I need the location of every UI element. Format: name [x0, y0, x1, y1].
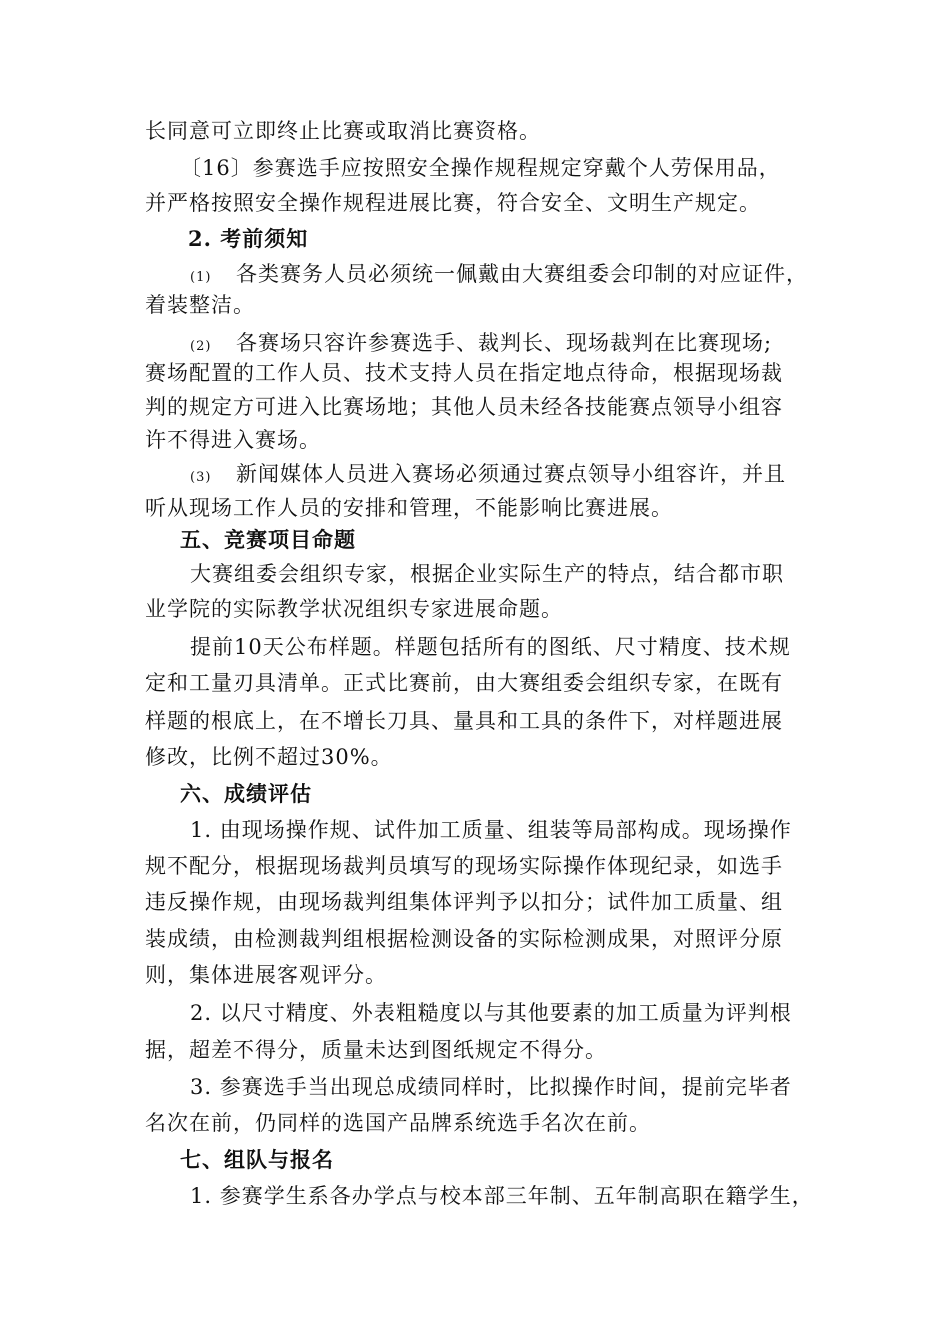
list-item [190, 328, 772, 362]
text-line: 听从现场工作人员的安排和管理，不能影响比赛进展。 [145, 496, 673, 520]
text-line: 各类赛务人员必须统一佩戴由大赛组委会印制的对应证件， [236, 262, 808, 286]
list-item [190, 259, 808, 293]
text-line: 1. 参赛学生系各办学点与校本部三年制、五年制高职在籍学生， [190, 1184, 814, 1208]
text-line: 新闻媒体人员进入赛场必须通过赛点领导小组容许，并且 [236, 462, 786, 486]
text-line: 长同意可立即终止比赛或取消比赛资格。 [145, 119, 541, 143]
text-line: 样题的根底上，在不增长刀具、量具和工具的条件下，对样题进展 [145, 709, 783, 733]
text-line: 赛场配置的工作人员、技术支持人员在指定地点待命，根据现场裁 [145, 361, 783, 385]
text-line: 1. 由现场操作规、试件加工质量、组装等局部构成。现场操作 [190, 818, 792, 842]
section-heading: 七、组队与报名 [180, 1147, 334, 1172]
list-marker: (1) [190, 270, 212, 285]
text-line: 各赛场只容许参赛选手、裁判长、现场裁判在比赛现场; [236, 331, 773, 355]
text-line: 着装整洁。 [145, 293, 255, 317]
text-line: 〔16〕参赛选手应按照安全操作规程规定穿戴个人劳保用品， [180, 156, 781, 180]
text-line: 规不配分，根据现场裁判员填写的现场实际操作体现纪录，如选手 [145, 854, 783, 878]
text-line: 提前10天公布样题。样题包括所有的图纸、尺寸精度、技术规 [190, 635, 791, 659]
text-line: 判的规定方可进入比赛场地；其他人员未经各技能赛点领导小组容 [145, 395, 783, 419]
text-line: 据，超差不得分，质量未达到图纸规定不得分。 [145, 1038, 607, 1062]
text-line: 修改，比例不超过30%。 [145, 745, 393, 769]
text-line: 则，集体进展客观评分。 [145, 963, 387, 987]
section-heading: 六、成绩评估 [180, 781, 312, 806]
section-heading: 2. 考前须知 [188, 226, 309, 251]
text-line: 3. 参赛选手当出现总成绩同样时，比拟操作时间，提前完毕者 [190, 1075, 792, 1099]
text-line: 并严格按照安全操作规程进展比赛，符合安全、文明生产规定。 [145, 191, 761, 215]
text-line: 业学院的实际教学状况组织专家进展命题。 [145, 597, 563, 621]
text-line: 许不得进入赛场。 [145, 428, 321, 452]
section-heading: 五、竞赛项目命题 [180, 527, 356, 552]
text-line: 定和工量刃具清单。正式比赛前，由大赛组委会组织专家，在既有 [145, 671, 783, 695]
text-line: 大赛组委会组织专家，根据企业实际生产的特点，结合都市职 [190, 562, 784, 586]
text-line: 装成绩，由检测裁判组根据检测设备的实际检测成果，对照评分原 [145, 927, 783, 951]
text-line: 名次在前，仍同样的选国产品牌系统选手名次在前。 [145, 1111, 651, 1135]
text-line: 2. 以尺寸精度、外表粗糙度以与其他要素的加工质量为评判根 [190, 1001, 792, 1025]
text-line: 违反操作规，由现场裁判组集体评判予以扣分；试件加工质量、组 [145, 890, 783, 914]
list-item [190, 459, 786, 493]
list-marker: (3) [190, 470, 212, 485]
list-marker: (2) [190, 339, 212, 354]
